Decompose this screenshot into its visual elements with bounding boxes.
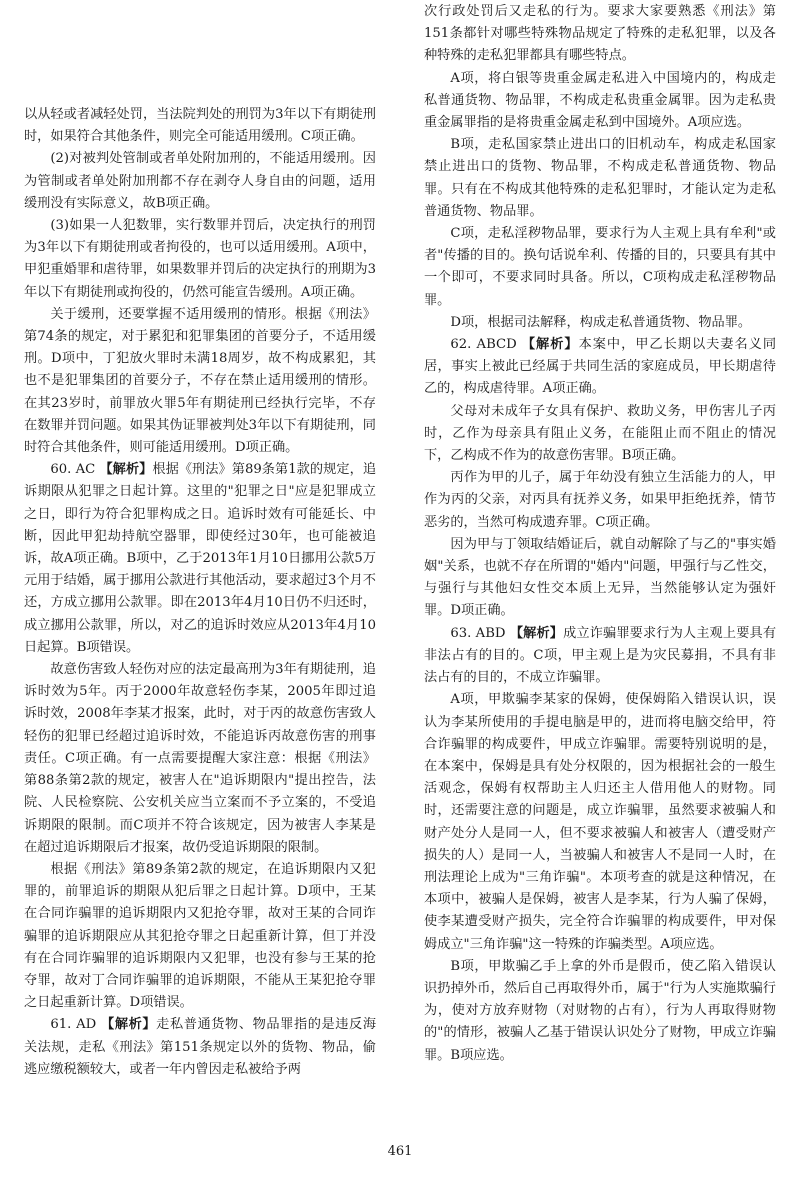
paragraph-text: 本案中，甲乙长期以夫妻名义同居，事实上被此已经属于共同生活的家庭成员，甲长期虐待乙的，构成虐待罪。A项正确。 xyxy=(424,337,777,397)
paragraph: 故意伤害致人轻伤对应的法定最高刑为3年有期徒刑，追诉时效为5年。丙于2000年故意轻伤李某，2005年即过追诉时效，2008年李某才报案，此时，对于丙的故意伤害致人轻伤的犯罪已经超过追诉时效，不能追诉丙故意伤害的刑事责任。C项正确。有一点需要提醒大家注意：根据《刑法》第88条第2款的规定，被害人在"追诉期限内"提出控告，法院、人民检察院、公安机关应当立案而不予立案的，不受追诉期限的限制。而C项并不符合该规定，因为被害人李某是在超过追诉期限后才报案，故仍受追诉期限的限制。 xyxy=(24,662,376,855)
paragraph: 以从轻或者减轻处罚，当法院判处的刑罚为3年以下有期徒刑时，如果符合其他条件，则完全可能适用缓刑。C项正确。 xyxy=(24,107,376,145)
answer-number: 62. ABCD xyxy=(450,337,517,353)
paragraph: A项，甲欺骗李某家的保姆，使保姆陷入错误认识，误认为李某所使用的手提电脑是甲的，进而将电脑交给甲，符合诈骗罪的构成要件，甲成立诈骗罪。需要特别说明的是，在本案中，保姆是具有处分权限的，因为根据社会的一般生活观念，保姆有权帮助主人归还主人借用他人的财物。同时，还需要注意的问题是，成立诈骗罪，虽然要求被骗人和财产处分人是同一人，但不要求被骗人和被害人（遭受财产损失的人）是同一人，当被骗人和被害人不是同一人时，在刑法理论上成为"三角诈骗"。本项考查的就是这种情况，在本项中，被骗人是保姆，被害人是李某，行为人骗了保姆，使李某遭受财产损失，完全符合诈骗罪的构成要件，甲对保姆成立"三角诈骗"这一特殊的诈骗类型。A项应选。 xyxy=(424,692,776,952)
paragraph: C项，走私淫秽物品罪，要求行为人主观上具有牟利"或者"传播的目的。换句话说牟利、传播的目的，只要具有其中一个即可，不要求同时具备。所以，C项构成走私淫秽物品罪。 xyxy=(424,226,776,308)
paragraph: 父母对未成年子女具有保护、救助义务，甲伤害儿子丙时，乙作为母亲具有阻止义务，在能阻止而不阻止的情况下，乙构成不作为的故意伤害罪。B项正确。 xyxy=(424,403,776,464)
paragraph: D项，根据司法解释，构成走私普通货物、物品罪。 xyxy=(450,314,752,330)
answer-number: 60. AC xyxy=(50,462,96,478)
analysis-label: 【解析】 xyxy=(101,1017,157,1033)
paragraph: 丙作为甲的儿子，属于年幼没有独立生活能力的人，甲作为丙的父亲，对丙具有抚养义务，如果甲拒绝抚养，情节恶劣的，当然可构成遗弃罪。C项正确。 xyxy=(424,470,776,530)
paragraph-text: 根据《刑法》第89条第1款的规定，追诉期限从犯罪之日起计算。这里的"犯罪之日"应是犯罪成立之日，即行为符合犯罪构成之日。追诉时效有可能延长、中断，因此甲犯劫持航空器罪，即使经过30年，也可能被追诉，故A项正确。B项中，乙于2013年1月10日挪用公款5万元用于结婚，属于挪用公款进行其他活动，要求超过3个月不还，方成立挪用公款罪。即在2013年4月10日仍不归还时，成立挪用公款罪，所以，对乙的追诉时效应从2013年4月10日起算。B项错误。 xyxy=(24,462,377,655)
answer-paragraph xyxy=(424,334,776,401)
analysis-label: 【解析】 xyxy=(99,462,153,478)
paragraph: (3)如果一人犯数罪，实行数罪并罚后，决定执行的刑罚为3年以下有期徒刑或者拘役的，也可以适用缓刑。A项中，甲犯重婚罪和虐待罪，如果数罪并罚后的决定执行的刑期为3年以下有期徒刑或拘役的，仍然可能宣告缓刑。A项正确。 xyxy=(24,218,376,300)
analysis-label: 【解析】 xyxy=(509,625,564,641)
paragraph: B项，走私国家禁止进出口的旧机动车，构成走私国家禁止进出口的货物、物品罪，不构成走私普通货物、物品罪。只有在不构成其他特殊的走私犯罪时，才能认定为走私普通货物、物品罪。 xyxy=(424,137,776,219)
answer-paragraph xyxy=(24,459,376,659)
analysis-label: 【解析】 xyxy=(521,337,579,353)
answer-paragraph xyxy=(424,623,776,690)
paragraph-text: 成立诈骗罪要求行为人主观上要具有非法占有的目的。C项，甲主观上是为灾民募捐，不具有非法占有的目的，不成立诈骗罪。 xyxy=(424,625,777,686)
right-column xyxy=(424,1,776,1067)
paragraph: 次行政处罚后又走私的行为。要求大家要熟悉《刑法》第151条都针对哪些特殊物品规定了特殊的走私犯罪，以及各种特殊的走私犯罪都具有哪些特点。 xyxy=(424,4,776,64)
paragraph: 根据《刑法》第89条第2款的规定，在追诉期限内又犯罪的，前罪追诉的期限从犯后罪之日起计算。D项中，王某在合同诈骗罪的追诉期限内又犯抢夺罪，故对王某的合同诈骗罪的追诉期限应从其犯抢夺罪之日起重新计算，但丁并没有在合同诈骗罪的追诉期限内又犯罪，也没有参与王某的抢夺罪，故对丁合同诈骗罪的追诉期限，不能从王某犯抢夺罪之日起重新计算。D项错误。 xyxy=(24,861,376,1011)
paragraph: B项，甲欺骗乙手上拿的外币是假币，使乙陷入错误认识扔掉外币，然后自己再取得外币，属于"行为人实施欺骗行为，使对方放弃财物（对财物的占有），行为人再取得财物的"的情形，被骗人乙基于错误认识处分了财物，甲成立诈骗罪。B项应选。 xyxy=(424,958,776,1063)
paragraph-text: 走私普通货物、物品罪指的是违反海关法规，走私《刑法》第151条规定以外的货物、物品，偷逃应缴税额较大，或者一年内曾因走私被给予两 xyxy=(24,1017,377,1077)
answer-number: 61. AD xyxy=(50,1017,97,1033)
paragraph: A项，将白银等贵重金属走私进入中国境内的，构成走私普通货物、物品罪，不构成走私贵重金属罪。因为走私贵重金属罪指的是将贵重金属走私到中国境外。A项应选。 xyxy=(424,70,776,131)
answer-number: 63. ABD xyxy=(450,625,506,641)
left-column xyxy=(24,104,376,1081)
answer-paragraph xyxy=(24,1014,376,1081)
paragraph: (2)对被判处管制或者单处附加刑的，不能适用缓刑。因为管制或者单处附加刑都不存在剥夺人身自由的问题，适用缓刑没有实际意义，故B项正确。 xyxy=(24,151,376,211)
paragraph: 因为甲与丁领取结婚证后，就自动解除了与乙的"事实婚姻"关系，也就不存在所谓的"婚内"问题，甲强行与乙性交，与强行与其他妇女性交本质上无异，当然能够认定为强奸罪。D项正确。 xyxy=(424,536,776,619)
page-number: 461 xyxy=(387,1144,413,1159)
paragraph: 关于缓刑，还要掌握不适用缓刑的情形。根据《刑法》第74条的规定，对于累犯和犯罪集团的首要分子，不适用缓刑。D项中，丁犯放火罪时未满18周岁，故不构成累犯，其也不是犯罪集团的首要分子，不存在禁止适用缓刑的情形。在其23岁时，前罪放火罪5年有期徒刑已经执行完毕，不存在数罪并罚问题。如果其伪证罪被判处3年以下有期徒刑，同时符合其他条件，则可能适用缓刑。D项正确。 xyxy=(24,306,376,456)
